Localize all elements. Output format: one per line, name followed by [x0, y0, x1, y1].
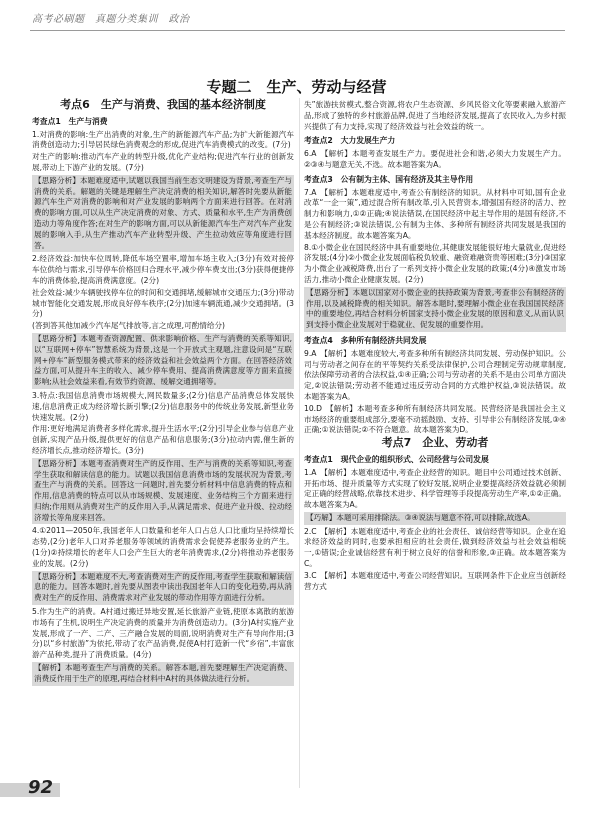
answer-paragraph: 3.C 【解析】本题难度适中,考查公司经营知识。互联网条件下企业应当创新经营方式 [304, 570, 566, 591]
page-number: 92 [28, 777, 54, 798]
answer-paragraph: 3.特点:我国信息消费市场规模大,网民数量多;(2分)信息产品消费总体发展快速,信息消费正成为经济增长新引擎;(2分)信息服务中的传统业务发展,新型业务快速发展。(2分) [32, 390, 294, 422]
answer-paragraph: 2.C 【解析】本题难度适中,考查企业的社会责任、诚信经营等知识。企业在追求经济效益的同时,也要承担相应的社会责任,做到经济效益与社会效益相统一,①错误;企业诚信经营有利于树立良好的信誉和形象,③正确。故本题答案为C。 [304, 526, 566, 569]
page-number-tab [0, 777, 78, 803]
knowledge-point-heading: 考查点3 公有制为主体、国有经济及其主导作用 [304, 174, 474, 184]
answer-paragraph: 1.A 【解析】本题难度适中,考查企业经营的知识。题目中公司通过技术创新、开拓市场、提升质量等方式实现了较好发展,说明企业要提高经济效益就必须制定正确的经营战略,依靠技术进步、科学管理等手段提高劳动生产率,①②正确。故本题答案为A。 [304, 467, 566, 510]
analysis-block: 【巧解】本题可采用排除法。③④说法与题意不符,可以排除,故选A。 [304, 512, 566, 525]
section-title: 考点7 企业、劳动者 [381, 436, 489, 450]
running-title: 高考必刷题 真题分类集训 政治 [32, 14, 190, 25]
answer-paragraph: 10.D 【解析】本题考查多种所有制经济共同发展。民营经济是我国社会主义市场经济的重要组成部分,要毫不动摇鼓励、支持、引导非公有制经济发展,③④正确;①说法错误;②不符合题意。故本题答案为D。 [304, 403, 566, 435]
answer-paragraph: 4.①2011—2050年,我国老年人口数量和老年人口占总人口比重均呈持续增长态势,(2分)老年人口对养老服务等领域的消费需求会促使养老服务业的产生。(1分)②持续增长的老年人口会产生巨大的老年消费需求,(2分)将推动养老服务业的发展。(2分) [32, 526, 294, 568]
knowledge-point-heading: 考查点1 生产与消费 [32, 116, 108, 126]
answer-paragraph: 对生产的影响:推动汽车产业的转型升级,优化产业结构;促进汽车行业的创新发展,带动上下游产业的发展。(7分) [32, 152, 294, 172]
knowledge-point-heading: 考查点1 现代企业的组织形式、公司经营与公司发展 [304, 454, 489, 464]
page-header [0, 0, 593, 44]
column-divider [299, 98, 300, 788]
answer-paragraph: (答到答其他加减少汽车尾气排放等,言之成理,可酌情给分) [32, 321, 225, 331]
left-column [32, 98, 294, 688]
analysis-block: 【思路分析】本题考查资源配置、供求影响价格、生产与消费的关系等知识,以“互联网+停车”智慧系统为背景,这是一个开放式主观题,注意设问是“互联网+停车”新型服务模式带来的经济效益和社会效益两个方面。在回答经济效益方面,可从提升车主的收入、减少停车费用、提高消费满意度等方面来直接影响;从社会效益来看,有效节约资源、缓解交通拥堵等。 [32, 333, 294, 389]
answer-paragraph: 2.经济效益:加快车位周转,降低车场空置率,增加车场主收入;(3分)有效对接停车位供给与需求,引导停车价格回归合理水平,减少停车费支出;(3分)获得便捷停车的消费体验,提高消费满意度。(2分) [32, 254, 294, 285]
right-column [304, 100, 566, 593]
answer-paragraph: 5.作为生产的消费。A村通过搬迁异地安置,延长旅游产业链,使原本离散的旅游市场有了生机,说明生产决定消费的质量并为消费创造动力。(3分)A村实施产业发展,形成了一产、二产、三产融合发展的局面,说明消费对生产有导向作用;(3分)以“乡村旅游”为依托,带动了农产品消费,促使A村打造新一代“乡宿”,丰富旅游产品种类,提升了消费质量。(4分) [32, 607, 294, 660]
topic-title: 专题二 生产、劳动与经营 [206, 78, 387, 96]
answer-paragraph: 1.对消费的影响:生产出消费的对象,生产的新能源汽车产品;为扩大新能源汽车消费创造动力;引导居民绿色消费观念的形成,促进汽车消费模式的改变。(7分) [32, 129, 294, 150]
answer-paragraph: 作用:更好地满足消费者多样化需求,提升生活水平;(2分)引导企业参与信息产业创新,实现产品升级,提供更好的信息产品和信息服务;(3分)拉动内需,催生新的经济增长点,推动经济增长。(3分) [32, 424, 294, 455]
answer-paragraph: 6.A 【解析】本题考查发展生产力。要促进社会和谐,必须大力发展生产力。②③④与题意无关,不选。故本题答案为A。 [304, 149, 566, 169]
answer-paragraph: 7.A 【解析】本题难度适中,考查公有制经济的知识。从材料中可知,国有企业改革“一企一策”,通过混合所有制改革,引入民营资本,增强国有经济的活力、控制力和影响力,①②正确;④说法错误,在国民经济中起主导作用的是国有经济,不是公有制经济;③说法错误,公有制为主体、多种所有制经济共同发展是我国的基本经济制度。故本题答案为A。 [304, 187, 566, 240]
analysis-block: 【解析】本题考查生产与消费的关系。解答本题,首先要理解生产决定消费、消费反作用于生产的原理,再结合材料中A村的具体做法进行分析。 [32, 662, 294, 686]
analysis-block: 【思路分析】本题难度适中,试题以我国当前生态文明建设为背景,考查生产与消费的关系。解题的关键是理解生产决定消费的相关知识,解答时先要从新能源汽车生产对消费的影响和对产业发展的影响两个方面来进行回答。在对消费的影响方面,可以从生产决定消费的对象、方式、质量和水平,生产为消费创造动力等角度作答;在对生产的影响方面,可以从新能源汽车生产对汽车产业发展的影响入手,从生产推动汽车产业转型升级、产生拉动效应等角度进行回答。 [32, 175, 294, 253]
answer-paragraph: 8.①小微企业在国民经济中具有重要地位,其健康发展能很好地大量就业,促进经济发展;(4分)②小微企业发展面临税负较重、融资难融资贵等困难;(3分)③国家为小微企业减税降费,出台了一系列支持小微企业发展的政策;(4分)④激发市场活力,推动小微企业健康发展。(2分) [304, 242, 566, 284]
knowledge-point-heading: 考查点2 大力发展生产力 [304, 136, 396, 146]
answer-paragraph: 社会效益:减少车辆驶找停车位的时间和交通拥堵,缓解城市交通压力;(3分)带动城市智能化交通发展,形成良好停车秩序;(2分)加速车辆流通,减少交通拥堵。(3分) [32, 287, 294, 319]
answer-paragraph: 失”旅游扶贫模式,整合资源,将农户生态资源、乡风民俗文化等要素融入旅游产品,形成了独特的乡村旅游品牌,促进了当地经济发展,提高了农民收入,为乡村振兴提供了有力支持,实现了经济效益与社会效益的统一。 [304, 100, 566, 131]
analysis-block: 【思路分析】本题难度不大,考查消费对生产的反作用,考查学生获取和解读信息的能力。回答本题时,首先要从图表中读出我国老年人口的变化趋势,再从消费对生产的反作用、消费需求对产业发展的带动作用等方面进行分析。 [32, 571, 294, 605]
analysis-block: 【思路分析】本题以国家对小微企业的扶持政策为背景,考查非公有制经济的作用,以及减税降费的相关知识。解答本题时,要理解小微企业在我国国民经济中的重要地位,再结合材料分析国家支持小微企业发展的原因和意义,从而认识到支持小微企业发展对于稳就业、促发展的重要作用。 [304, 287, 566, 332]
analysis-block: 【思路分析】本题考查消费对生产的反作用、生产与消费的关系等知识,考查学生获取和解读信息的能力。试题以我国信息消费市场的发展状况为背景,考查生产与消费的关系。回答这一问题时,首先要分析材料中信息消费的特点和作用,信息消费的特点可以从市场规模、发展速度、业务结构三个方面来进行归纳;作用则从消费对生产的反作用入手,从满足需求、促进产业升级、拉动经济增长等角度来回答。 [32, 458, 294, 525]
header-rule [30, 30, 565, 31]
knowledge-point-heading: 考查点4 多种所有制经济共同发展 [304, 335, 427, 345]
section-title: 考点6 生产与消费、我国的基本经济制度 [60, 98, 266, 111]
answer-paragraph: 9.A 【解析】本题难度较大,考查多种所有制经济共同发展、劳动保护知识。公司与劳动者之间存在的平等契约关系受法律保护,公司合理制定劳动规章制度,依法保障劳动者的合法权益,①④正确;公司与劳动者的关系不是由公司单方面决定,②说法错误;劳动者不能通过违反劳动合同的方式维护权益,③说法错误。故本题答案为A。 [304, 348, 566, 401]
